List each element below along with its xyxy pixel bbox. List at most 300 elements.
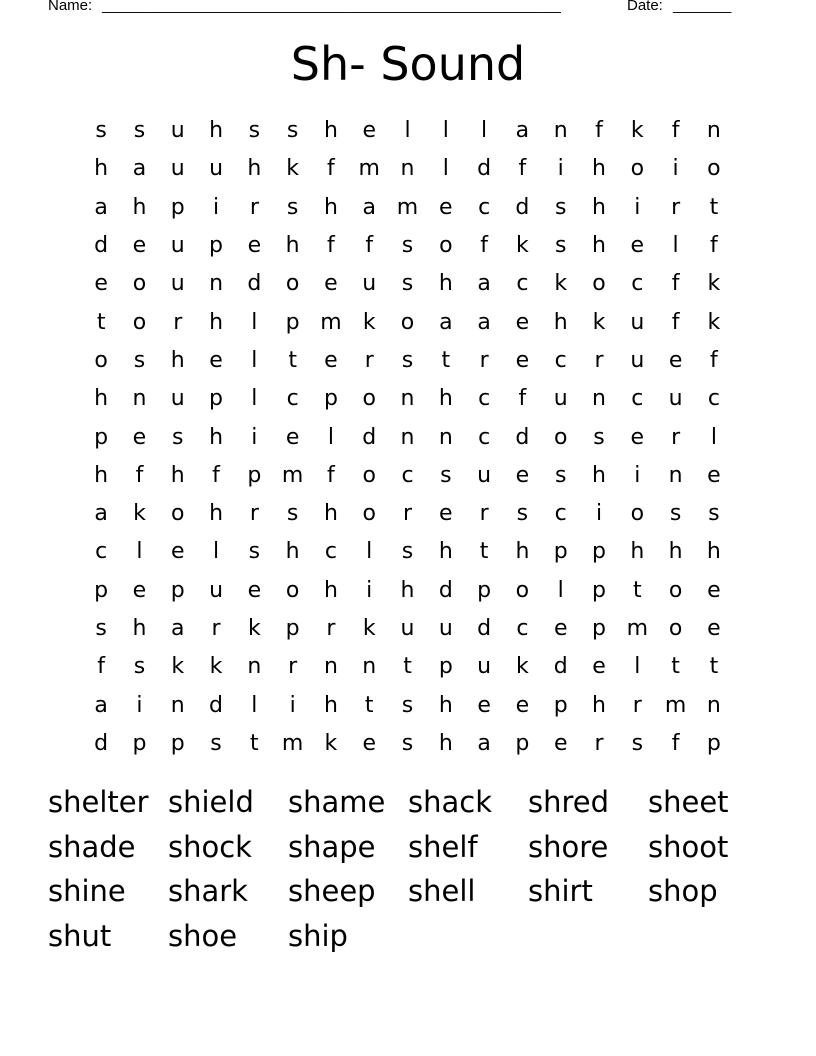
grid-letter[interactable]: l [481,118,488,144]
grid-letter[interactable]: h [323,501,338,527]
grid-letter[interactable]: k [362,309,376,335]
grid-letter[interactable]: s [133,118,146,144]
grid-letter[interactable]: n [592,386,606,412]
grid-letter[interactable]: l [404,118,411,144]
grid-letter[interactable]: s [248,539,261,565]
grid-letter[interactable]: m [626,616,649,641]
grid-letter[interactable]: r [403,501,413,527]
grid-letter[interactable]: e [209,347,223,373]
grid-letter[interactable]: s [708,501,720,527]
grid-letter[interactable]: h [132,194,147,220]
grid-letter[interactable]: i [212,194,220,220]
grid-letter[interactable]: k [286,156,299,182]
grid-letter[interactable]: n [438,424,453,450]
grid-letter[interactable]: u [170,271,185,297]
grid-letter[interactable]: i [136,692,143,718]
grid-letter[interactable]: u [209,577,224,603]
date-label: Date: [627,0,663,14]
grid-letter[interactable]: p [553,539,568,565]
grid-letter[interactable]: r [479,347,489,373]
grid-letter[interactable]: c [478,424,491,450]
grid-letter[interactable]: m [396,194,419,220]
grid-letter[interactable]: o [171,501,185,527]
grid-letter[interactable]: m [320,309,342,335]
grid-letter[interactable]: o [285,271,300,297]
grid-letter[interactable]: f [327,156,335,182]
grid-letter[interactable]: f [518,386,527,412]
grid-letter[interactable]: u [668,386,683,412]
grid-letter[interactable]: a [439,309,453,335]
grid-letter[interactable]: h [94,462,109,488]
grid-letter[interactable]: d [515,194,530,220]
grid-letter[interactable]: s [401,233,414,259]
grid-letter[interactable]: l [366,539,373,565]
grid-letter[interactable]: r [671,194,681,220]
grid-letter[interactable]: u [400,616,415,641]
grid-letter[interactable]: h [630,539,645,565]
grid-letter[interactable]: s [286,118,299,144]
grid-letter[interactable]: r [211,616,221,641]
grid-letter[interactable]: s [631,730,644,756]
grid-letter[interactable]: e [707,577,721,603]
grid-letter[interactable]: s [133,347,146,373]
grid-letter[interactable]: r [249,194,259,220]
grid-letter[interactable]: i [557,156,564,182]
grid-letter[interactable]: f [671,271,680,297]
grid-letter[interactable]: e [477,692,491,718]
grid-letter[interactable]: l [251,386,258,412]
grid-letter[interactable]: e [515,309,530,335]
grid-letter[interactable]: c [286,386,299,412]
grid-letter[interactable]: t [671,654,680,680]
grid-letter[interactable]: u [209,156,224,182]
grid-letter[interactable]: d [438,577,453,603]
grid-letter[interactable]: s [401,347,414,373]
grid-letter[interactable]: h [285,233,300,259]
grid-letter[interactable]: f [327,233,335,259]
grid-letter[interactable]: l [136,539,143,565]
grid-letter[interactable]: e [515,692,530,718]
grid-letter[interactable]: s [554,462,567,488]
grid-letter[interactable]: h [247,156,262,182]
grid-letter[interactable]: n [170,692,185,718]
grid-letter[interactable]: c [631,271,644,297]
grid-letter[interactable]: u [630,309,645,335]
grid-letter[interactable]: d [477,156,492,182]
grid-letter[interactable]: o [630,156,645,182]
grid-letter[interactable]: n [132,386,147,412]
word-bank-item: shell [408,874,476,908]
grid-letter[interactable]: o [362,386,376,412]
grid-letter[interactable]: p [209,386,224,412]
grid-letter[interactable]: e [592,654,606,680]
grid-letter[interactable]: o [362,501,376,527]
grid-letter[interactable]: n [362,654,377,680]
grid-letter[interactable]: f [135,462,144,488]
grid-letter[interactable]: a [477,730,491,756]
grid-letter[interactable]: k [707,271,721,297]
word-bank-item: shelf [408,829,478,864]
grid-letter[interactable]: e [553,730,568,756]
grid-letter[interactable]: c [707,386,720,412]
grid-letter[interactable]: h [592,233,606,259]
grid-letter[interactable]: i [634,462,641,488]
grid-letter[interactable]: h [592,156,606,182]
grid-letter[interactable]: e [439,194,453,220]
grid-letter[interactable]: u [630,347,645,373]
grid-letter[interactable]: e [362,118,376,144]
grid-letter[interactable]: c [554,347,567,373]
grid-letter[interactable]: c [631,386,644,412]
grid-letter[interactable]: a [477,271,491,297]
grid-letter[interactable]: d [247,271,262,297]
grid-letter[interactable]: u [170,118,185,144]
grid-letter[interactable]: k [362,616,376,641]
grid-letter[interactable]: r [364,347,374,373]
grid-letter[interactable]: o [400,309,415,335]
grid-letter[interactable]: e [324,347,338,373]
grid-row [82,418,734,456]
grid-letter[interactable]: c [516,271,529,297]
grid-letter[interactable]: u [170,233,185,259]
grid-letter[interactable]: s [440,462,452,488]
grid-letter[interactable]: f [671,309,680,335]
grid-letter[interactable]: e [668,347,683,373]
grid-letter[interactable]: h [515,539,530,565]
grid-letter[interactable]: k [171,654,185,680]
grid-letter[interactable]: t [632,577,642,603]
grid-letter[interactable]: c [478,194,491,220]
grid-letter[interactable]: k [324,730,338,756]
grid-letter[interactable]: p [553,692,568,718]
grid-letter[interactable]: m [281,462,304,488]
grid-letter[interactable]: h [438,692,453,718]
grid-letter[interactable]: h [94,386,109,412]
grid-letter[interactable]: h [323,194,338,220]
grid-letter[interactable]: c [516,616,529,641]
grid-letter[interactable]: d [94,730,109,756]
grid-letter[interactable]: o [285,577,300,603]
grid-letter[interactable]: h [132,616,147,641]
grid-letter[interactable]: n [706,692,721,718]
grid-letter[interactable]: p [285,309,300,335]
grid-letter[interactable]: e [247,577,262,603]
grid-letter[interactable]: e [94,271,108,297]
grid-letter[interactable]: f [480,233,488,259]
grid-letter[interactable]: p [515,730,530,756]
grid-letter[interactable]: e [170,539,185,565]
grid-letter[interactable]: p [170,730,185,756]
grid-letter[interactable]: h [400,577,415,603]
grid-letter[interactable]: n [706,118,721,144]
grid-letter[interactable]: s [554,194,567,220]
grid-letter[interactable]: o [707,156,721,182]
grid-letter[interactable]: h [553,309,568,335]
grid-letter[interactable]: r [632,692,642,718]
grid-letter[interactable]: h [323,577,338,603]
grid-letter[interactable]: l [251,692,258,718]
grid-letter[interactable]: h [209,309,224,335]
grid-letter[interactable]: n [209,271,224,297]
grid-letter[interactable]: e [247,233,262,259]
grid-letter[interactable]: t [96,309,106,335]
grid-letter[interactable]: p [209,233,224,259]
grid-letter[interactable]: l [251,309,258,335]
grid-letter[interactable]: a [94,501,108,527]
grid-letter[interactable]: e [324,271,338,297]
grid-letter[interactable]: r [288,654,298,680]
grid-letter[interactable]: h [209,424,224,450]
grid-letter[interactable]: u [477,654,492,680]
word-bank-item: shelter [48,785,149,819]
grid-letter[interactable]: e [132,577,147,603]
grid-letter[interactable]: h [438,386,453,412]
grid-letter[interactable]: h [170,462,185,488]
grid-letter[interactable]: r [479,501,489,527]
grid-letter[interactable]: o [439,233,453,259]
grid-letter[interactable]: o [668,577,683,603]
grid-letter[interactable]: p [592,616,606,641]
grid-letter[interactable]: h [438,271,453,297]
grid-letter[interactable]: c [95,539,108,565]
grid-letter[interactable]: k [247,616,261,641]
grid-letter[interactable]: u [553,386,568,412]
grid-letter[interactable]: k [209,654,223,680]
word-bank-item: shock [168,829,252,864]
grid-letter[interactable]: e [515,462,530,488]
grid-letter[interactable]: h [592,692,606,718]
grid-letter[interactable]: p [170,577,185,603]
grid-letter[interactable]: a [132,156,147,182]
grid-letter[interactable]: p [592,577,606,603]
grid-letter[interactable]: m [358,156,380,182]
grid-letter[interactable]: s [95,118,107,144]
grid-letter[interactable]: d [553,654,568,680]
grid-letter[interactable]: o [592,271,606,297]
grid-letter[interactable]: r [173,309,183,335]
grid-letter[interactable]: a [94,692,108,718]
grid-letter[interactable]: r [594,347,604,373]
word-bank-item: shut [48,918,112,953]
grid-letter[interactable]: p [592,539,606,565]
grid-letter[interactable]: l [672,233,679,259]
grid-letter[interactable]: c [401,462,414,488]
grid-letter[interactable]: i [251,424,258,450]
grid-letter[interactable]: n [323,654,338,680]
grid-letter[interactable]: r [326,616,336,641]
grid-letter[interactable]: f [710,347,718,373]
grid-letter[interactable]: p [94,424,109,450]
grid-letter[interactable]: u [170,156,185,182]
grid-letter[interactable]: k [707,309,721,335]
grid-letter[interactable]: i [634,194,641,220]
grid-letter[interactable]: a [362,194,376,220]
grid-letter[interactable]: l [251,347,258,373]
grid-letter[interactable]: n [400,386,415,412]
grid-letter[interactable]: p [438,654,453,680]
grid-letter[interactable]: o [630,501,645,527]
grid-letter[interactable]: t [403,654,412,680]
grid-letter[interactable]: e [362,730,376,756]
grid-letter[interactable]: t [441,347,451,373]
grid-letter[interactable]: h [668,539,683,565]
grid-letter[interactable]: m [281,730,304,756]
grid-letter[interactable]: e [132,424,147,450]
grid-letter[interactable]: a [515,118,530,144]
grid-letter[interactable]: o [132,309,147,335]
grid-letter[interactable]: s [172,424,184,450]
grid-letter[interactable]: k [516,233,529,259]
grid-letter[interactable]: p [477,577,492,603]
grid-letter[interactable]: s [286,194,299,220]
grid-letter[interactable]: l [442,118,449,144]
grid-letter[interactable]: s [669,501,682,527]
grid-letter[interactable]: t [364,692,374,718]
grid-letter[interactable]: s [133,654,146,680]
grid-letter[interactable]: s [210,730,222,756]
grid-letter[interactable]: d [477,616,492,641]
grid-letter[interactable]: t [288,347,297,373]
grid-letter[interactable]: f [671,730,680,756]
grid-letter[interactable]: k [592,309,606,335]
grid-letter[interactable]: e [132,233,147,259]
grid-letter[interactable]: a [171,616,185,641]
grid-letter[interactable]: h [209,118,224,144]
grid-letter[interactable]: n [668,462,683,488]
grid-letter[interactable]: e [553,616,568,641]
grid-row [82,725,734,763]
grid-letter[interactable]: h [706,539,721,565]
grid-letter[interactable]: t [479,539,489,565]
grid-letter[interactable]: r [249,501,259,527]
grid-letter[interactable]: p [285,616,300,641]
grid-letter[interactable]: o [362,462,376,488]
grid-letter[interactable]: l [557,577,564,603]
grid-letter[interactable]: e [630,424,645,450]
grid-letter[interactable]: c [478,386,491,412]
grid-letter[interactable]: h [438,539,453,565]
grid-letter[interactable]: h [323,692,338,718]
grid-letter[interactable]: k [516,654,529,680]
grid-letter[interactable]: l [327,424,334,450]
grid-letter[interactable]: h [170,347,185,373]
grid-letter[interactable]: d [362,424,377,450]
grid-letter[interactable]: n [553,118,568,144]
grid-letter[interactable]: e [707,616,721,641]
grid-letter[interactable]: h [592,194,606,220]
grid-letter[interactable]: f [365,233,374,259]
grid-letter[interactable]: h [94,156,109,182]
grid-letter[interactable]: e [707,462,721,488]
grid-letter[interactable]: u [362,271,377,297]
grid-letter[interactable]: o [132,271,147,297]
grid-letter[interactable]: f [97,654,106,680]
grid-letter[interactable]: p [323,386,338,412]
name-field-line[interactable]: _______________________________________________________ [102,0,561,14]
grid-letter[interactable]: i [595,501,603,527]
grid-letter[interactable]: t [709,194,719,220]
grid-row [82,150,734,188]
grid-letter[interactable]: s [593,424,605,450]
grid-letter[interactable]: s [248,118,261,144]
grid-letter[interactable]: s [516,501,529,527]
grid-letter[interactable]: f [710,233,718,259]
grid-letter[interactable]: d [94,233,109,259]
grid-letter[interactable]: e [285,424,300,450]
grid-letter[interactable]: p [170,194,185,220]
grid-letter[interactable]: i [289,692,296,718]
grid-letter[interactable]: o [668,616,683,641]
grid-letter[interactable]: u [170,386,185,412]
date-field-line[interactable]: _______ [673,0,732,14]
grid-letter[interactable]: t [709,654,719,680]
grid-letter[interactable]: h [592,462,606,488]
grid-letter[interactable]: p [94,577,109,603]
grid-letter[interactable]: r [671,424,681,450]
grid-letter[interactable]: h [209,501,224,527]
grid-letter[interactable]: i [366,577,373,603]
grid-letter[interactable]: s [401,271,414,297]
grid-letter[interactable]: l [212,539,220,565]
grid-letter[interactable]: k [554,271,568,297]
grid-letter[interactable]: s [401,692,414,718]
grid-letter[interactable]: o [553,424,568,450]
grid-letter[interactable]: o [515,577,530,603]
grid-letter[interactable]: k [630,118,644,144]
grid-letter[interactable]: n [400,156,415,182]
grid-letter[interactable]: s [401,539,414,565]
grid-letter[interactable]: s [286,501,299,527]
grid-letter[interactable]: f [212,462,220,488]
grid-letter[interactable]: d [209,692,224,718]
grid-letter[interactable]: l [442,156,449,182]
grid-letter[interactable]: s [401,730,414,756]
grid-letter[interactable]: l [710,424,717,450]
grid-letter[interactable]: a [477,309,491,335]
grid-letter[interactable]: p [132,730,147,756]
grid-letter[interactable]: a [94,194,108,220]
grid-letter[interactable]: s [95,616,107,641]
grid-letter[interactable]: p [247,462,262,488]
grid-letter[interactable]: f [327,462,335,488]
grid-letter[interactable]: i [672,156,679,182]
grid-letter[interactable]: n [400,424,415,450]
grid-letter[interactable]: e [515,347,530,373]
grid-letter[interactable]: k [133,501,146,527]
grid-letter[interactable]: t [250,730,259,756]
grid-letter[interactable]: u [477,462,492,488]
grid-letter[interactable]: n [247,654,262,680]
grid-letter[interactable]: d [515,424,530,450]
grid-letter[interactable]: m [664,692,687,718]
grid-letter[interactable]: o [94,347,108,373]
grid-letter[interactable]: f [595,118,603,144]
grid-letter[interactable]: c [554,501,567,527]
grid-letter[interactable]: s [554,233,567,259]
grid-letter[interactable]: u [438,616,453,641]
grid-letter[interactable]: h [438,730,453,756]
grid-letter[interactable]: h [285,539,300,565]
grid-letter[interactable]: f [518,156,527,182]
grid-letter[interactable]: l [634,654,641,680]
grid-letter[interactable]: e [630,233,645,259]
grid-letter[interactable]: c [324,539,337,565]
grid-letter[interactable]: h [323,118,338,144]
grid-letter[interactable]: p [706,730,721,756]
grid-letter[interactable]: e [439,501,453,527]
grid-letter[interactable]: f [671,118,680,144]
grid-letter[interactable]: r [594,730,604,756]
